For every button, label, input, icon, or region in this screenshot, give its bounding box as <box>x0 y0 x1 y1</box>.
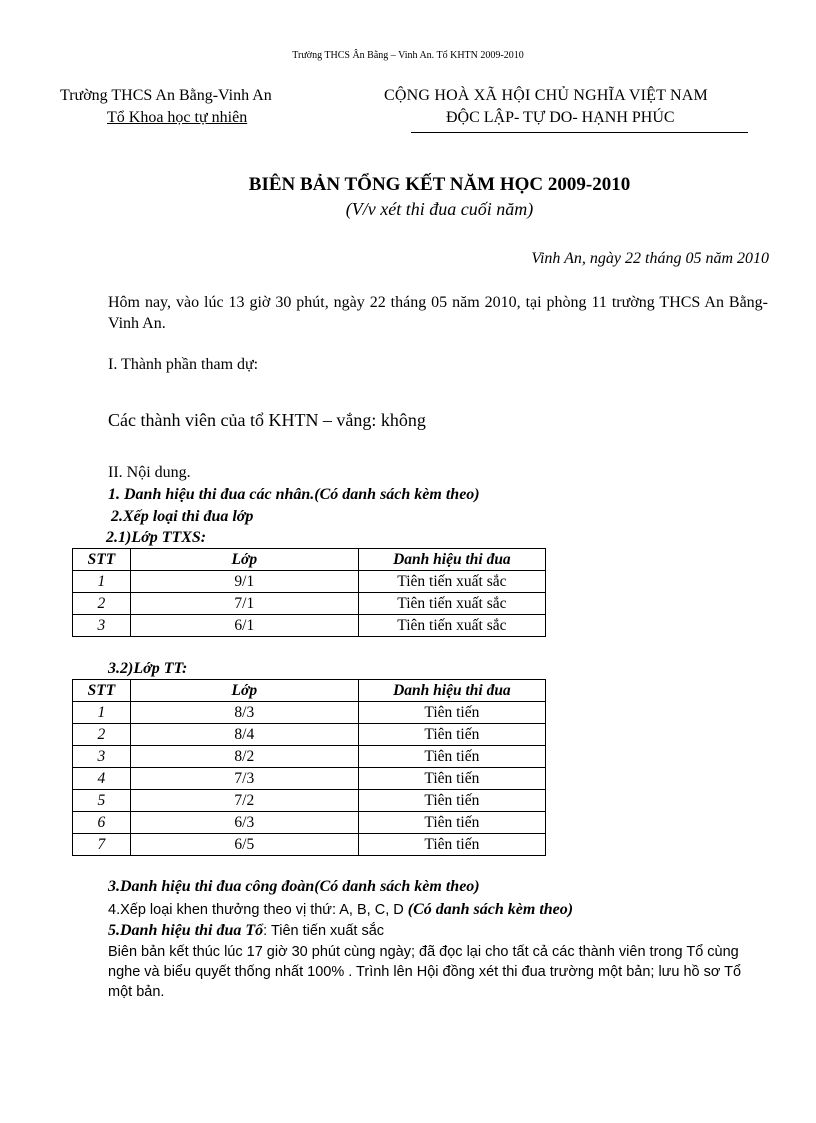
item-1-heading: 1. Danh hiệu thi đua các nhân.(Có danh sách kèm theo) <box>108 486 480 503</box>
cell-title: Tiên tiến <box>358 746 545 768</box>
header-title: Danh hiệu thi đua <box>358 680 545 702</box>
cell-title: Tiên tiến xuất sắc <box>358 615 545 637</box>
table-row <box>73 571 546 593</box>
dateline: Vinh An, ngày 22 tháng 05 năm 2010 <box>531 250 769 267</box>
item-5-line <box>108 922 384 940</box>
cell-title: Tiên tiến xuất sắc <box>358 593 545 615</box>
header-class: Lớp <box>130 549 358 571</box>
table-row <box>73 768 546 790</box>
cell-title: Tiên tiến <box>358 768 545 790</box>
cell-class: 6/3 <box>130 812 358 834</box>
cell-class: 8/4 <box>130 724 358 746</box>
item-5-label: 5.Danh hiệu thi đua Tổ <box>108 922 264 939</box>
closing-paragraph: Biên bản kết thúc lúc 17 giờ 30 phút cùng ngày; đã đọc lại cho tất cả các thành viên trong Tổ cùng nghe và biểu quyết thống nhất 100% . Trình lên Hội đồng xét thi đua trường một bản; lưu hồ sơ Tổ một bản. <box>108 944 742 1000</box>
cell-stt: 1 <box>73 571 131 593</box>
cell-stt: 3 <box>73 746 131 768</box>
cell-stt: 1 <box>73 702 131 724</box>
table-row <box>73 615 546 637</box>
national-motto: ĐỘC LẬP- TỰ DO- HẠNH PHÚC <box>446 109 675 126</box>
cell-stt: 4 <box>73 768 131 790</box>
members-line: Các thành viên của tổ KHTN – vắng: không <box>108 410 426 430</box>
cell-stt: 2 <box>73 593 131 615</box>
table-row <box>73 702 546 724</box>
document-title: BIÊN BẢN TỔNG KẾT NĂM HỌC 2009-2010 <box>248 174 631 195</box>
nation-name: CỘNG HOÀ XÃ HỘI CHỦ NGHĨA VIỆT NAM <box>384 87 708 104</box>
cell-class: 7/1 <box>130 593 358 615</box>
cell-class: 8/3 <box>130 702 358 724</box>
cell-stt: 7 <box>73 834 131 856</box>
table-row <box>73 593 546 615</box>
table-header-row <box>73 549 546 571</box>
table-ttxs <box>72 548 546 637</box>
header-stt: STT <box>73 680 131 702</box>
table-row <box>73 724 546 746</box>
item-5-value: : Tiên tiến xuất sắc <box>263 923 385 939</box>
cell-class: 7/3 <box>130 768 358 790</box>
cell-title: Tiên tiến <box>358 724 545 746</box>
section-2-heading: II. Nội dung. <box>108 464 191 481</box>
cell-class: 6/5 <box>130 834 358 856</box>
motto-underline <box>411 132 748 133</box>
cell-stt: 3 <box>73 615 131 637</box>
item-2-heading: 2.Xếp loại thi đua lớp <box>111 508 254 525</box>
item-3-2-heading: 3.2)Lớp TT: <box>108 660 188 677</box>
table-tt <box>72 679 546 856</box>
item-4-emphasis: (Có danh sách kèm theo) <box>407 901 574 918</box>
item-2-1-heading: 2.1)Lớp TTXS: <box>106 529 207 546</box>
cell-title: Tiên tiến <box>358 702 545 724</box>
document-subtitle: (V/v xét thi đua cuối năm) <box>345 199 534 219</box>
cell-class: 9/1 <box>130 571 358 593</box>
cell-title: Tiên tiến <box>358 834 545 856</box>
header-stt: STT <box>73 549 131 571</box>
school-name: Trường THCS An Bằng-Vinh An <box>60 87 272 104</box>
cell-class: 8/2 <box>130 746 358 768</box>
table-row <box>73 834 546 856</box>
cell-stt: 5 <box>73 790 131 812</box>
cell-stt: 6 <box>73 812 131 834</box>
header-title: Danh hiệu thi đua <box>358 549 545 571</box>
cell-title: Tiên tiến <box>358 812 545 834</box>
header-class: Lớp <box>130 680 358 702</box>
cell-stt: 2 <box>73 724 131 746</box>
department-name: Tổ Khoa học tự nhiên <box>107 109 248 126</box>
cell-title: Tiên tiến xuất sắc <box>358 571 545 593</box>
cell-title: Tiên tiến <box>358 790 545 812</box>
item-4-line <box>108 901 573 919</box>
intro-paragraph: Hôm nay, vào lúc 13 giờ 30 phút, ngày 22 tháng 05 năm 2010, tại phòng 11 trường THCS An Bằng-Vinh An. <box>108 294 768 332</box>
section-1-heading: I. Thành phần tham dự: <box>108 356 259 373</box>
cell-class: 6/1 <box>130 615 358 637</box>
cell-class: 7/2 <box>130 790 358 812</box>
table-row <box>73 812 546 834</box>
item-4-text: 4.Xếp loại khen thưởng theo vị thứ: A, B, C, D <box>108 902 408 918</box>
table-header-row <box>73 680 546 702</box>
table-row <box>73 790 546 812</box>
table-row <box>73 746 546 768</box>
running-header: Trường THCS Ân Bằng – Vinh An. Tổ KHTN 2009-2010 <box>292 50 524 61</box>
item-3-heading: 3.Danh hiệu thi đua công đoàn(Có danh sách kèm theo) <box>108 878 480 895</box>
